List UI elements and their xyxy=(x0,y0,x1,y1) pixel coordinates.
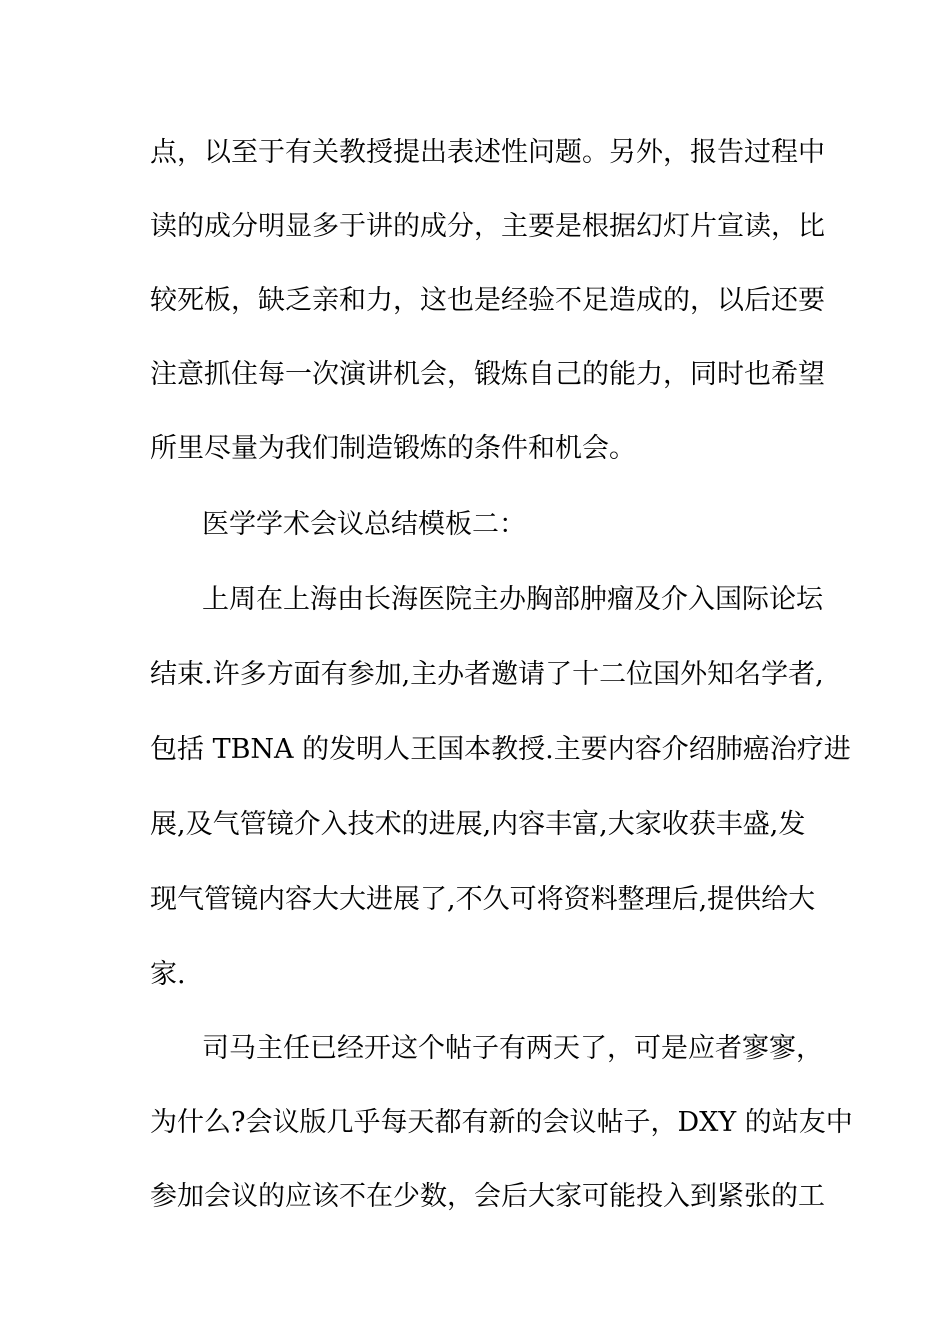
text-line-5: 所里尽量为我们制造锻炼的条件和机会。 xyxy=(150,433,636,464)
text-line-2: 读的成分明显多于讲的成分，主要是根据幻灯片宣读，比 xyxy=(150,211,825,242)
text-line-12: 家. xyxy=(150,959,186,990)
text-line-8: 结束.许多方面有参加,主办者邀请了十二位国外知名学者, xyxy=(150,659,824,690)
text-line-13: 司马主任已经开这个帖子有两天了，可是应者寥寥， xyxy=(202,1033,823,1064)
section-heading: 医学学术会议总结模板二： xyxy=(202,509,526,540)
text-line-10: 展,及气管镜介入技术的进展,内容丰富,大家收获丰盛,发 xyxy=(150,809,806,840)
text-line-15: 参加会议的应该不在少数，会后大家可能投入到紧张的工 xyxy=(150,1181,825,1212)
text-line-3: 较死板，缺乏亲和力，这也是经验不足造成的，以后还要 xyxy=(150,285,825,316)
text-line-9: 包括 TBNA 的发明人王国本教授.主要内容介绍肺癌治疗进 xyxy=(150,734,851,765)
text-line-14: 为什么?会议版几乎每天都有新的会议帖子，DXY 的站友中 xyxy=(150,1107,853,1138)
text-line-1: 点，以至于有关教授提出表述性问题。另外，报告过程中 xyxy=(150,137,825,168)
text-line-7: 上周在上海由长海医院主办胸部肿瘤及介入国际论坛 xyxy=(202,584,823,615)
text-line-11: 现气管镜内容大大进展了,不久可将资料整理后,提供给大 xyxy=(150,884,816,915)
text-line-4: 注意抓住每一次演讲机会，锻炼自己的能力，同时也希望 xyxy=(150,359,825,390)
